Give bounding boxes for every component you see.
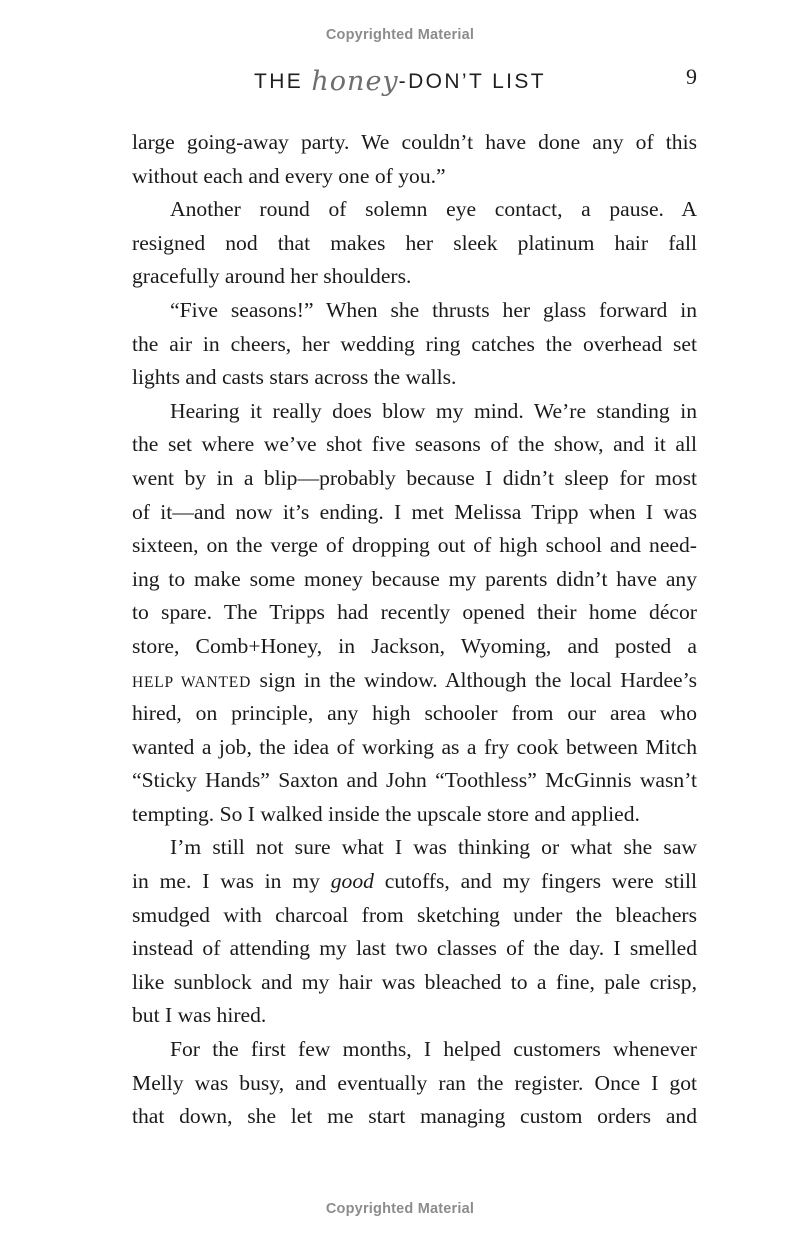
text-line: the air in cheers, her wedding ring catches the overhead set (132, 331, 697, 356)
text-line: resigned nod that makes her sleek platinum hair fall (132, 230, 697, 255)
emphasis-word: good (330, 869, 374, 894)
small-caps-sign: HELP WANTED (132, 673, 252, 691)
text-line: that down, she let me start managing custom orders and (132, 1104, 697, 1129)
title-prefix: THE (253, 70, 312, 93)
title-script-word: honey (311, 66, 399, 97)
text-line: but I was hired. (132, 1003, 267, 1028)
text-line: wanted a job, the idea of working as a fry cook between Mitch (132, 734, 697, 759)
text-line: gracefully around her shoulders. (132, 264, 412, 289)
text-line: Another round of solemn eye contact, a pause. A (170, 197, 697, 222)
text-line-after: cutoffs, and my fingers were still (373, 869, 697, 894)
page-number: 9 (686, 64, 697, 89)
text-line: For the first few months, I helped customers whenever (170, 1037, 697, 1062)
text-line: sixteen, on the verge of dropping out of high school and need- (132, 533, 697, 558)
text-line: without each and every one of you.” (132, 163, 446, 188)
text-line: like sunblock and my hair was bleached to a fine, pale crisp, (132, 969, 697, 994)
book-title (0, 64, 800, 95)
text-line: large going-away party. We couldn’t have done any of this (132, 130, 697, 154)
text-line: lights and casts stars across the walls. (132, 365, 457, 390)
title-suffix: -DON’T LIST (398, 70, 547, 93)
text-line: to spare. The Tripps had recently opened their home décor (132, 600, 697, 625)
text-line: of it—and now it’s ending. I met Melissa Tripp when I was (132, 499, 697, 524)
text-line: I’m still not sure what I was thinking or what she saw (170, 835, 697, 860)
text-line-rest: sign in the window. Although the local Hardee’s (251, 667, 698, 692)
text-line: went by in a blip—probably because I didn’t sleep for most (132, 465, 697, 490)
text-line: store, Comb+Honey, in Jackson, Wyoming, and posted a (132, 633, 697, 658)
text-line-before: in me. I was in my (132, 869, 331, 894)
text-line: “Sticky Hands” Saxton and John “Toothless” McGinnis wasn’t (132, 768, 697, 793)
text-line (132, 865, 697, 899)
text-line: tempting. So I walked inside the upscale store and applied. (132, 801, 640, 826)
text-line: Melly was busy, and eventually ran the register. Once I got (132, 1070, 697, 1095)
running-head (0, 58, 800, 98)
body-text (132, 126, 697, 1134)
text-line: ing to make some money because my parents didn’t have any (132, 566, 697, 591)
text-line: hired, on principle, any high schooler from our area who (132, 701, 697, 726)
text-line: Hearing it really does blow my mind. We’re standing in (170, 398, 697, 423)
text-line: instead of attending my last two classes of the day. I smelled (132, 936, 697, 961)
text-line: smudged with charcoal from sketching under the bleachers (132, 902, 697, 927)
text-line (132, 664, 697, 698)
text-line: “Five seasons!” When she thrusts her glass forward in (170, 297, 697, 322)
text-line: the set where we’ve shot five seasons of the show, and it all (132, 432, 697, 457)
copyright-watermark-top: Copyrighted Material (325, 27, 475, 43)
copyright-watermark-bottom: Copyrighted Material (325, 1201, 475, 1217)
